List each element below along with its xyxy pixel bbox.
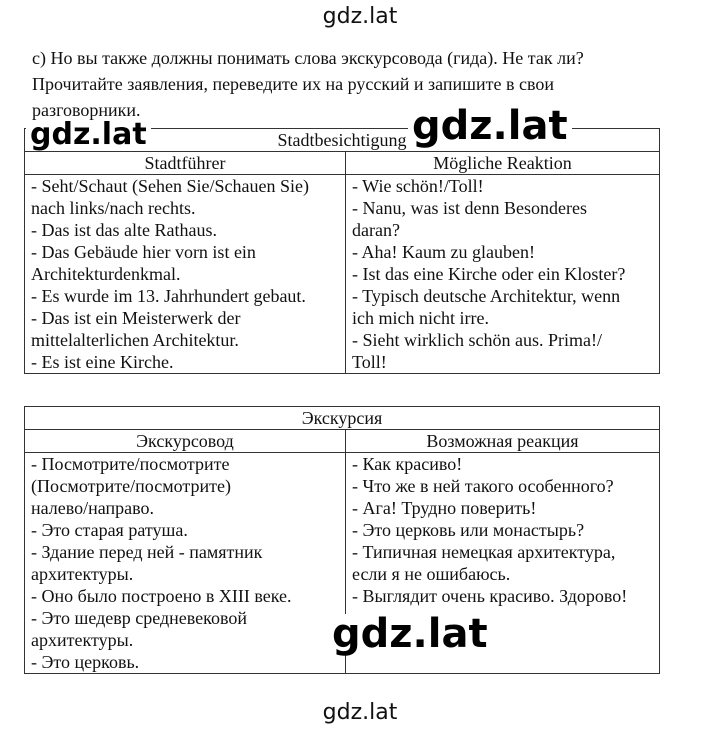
phrase-line: - Wie schön!/Toll! [352, 176, 484, 196]
phrase-line: mittelalterlichen Architektur. [31, 330, 239, 350]
phrase-line: - Nanu, was ist denn Besonderes [352, 198, 587, 218]
phrase-line: архитектуры. [31, 630, 134, 650]
column-header-guide: Stadtführer [25, 152, 346, 175]
phrase-line: - Это церковь. [31, 652, 140, 672]
column-header-guide: Экскурсовод [25, 430, 346, 453]
table-caption: Stadtbesichtigung [25, 129, 660, 152]
phrase-line: Toll! [352, 352, 387, 372]
phrase-line: - Typisch deutsche Architektur, wenn [352, 286, 621, 306]
phrase-line: архитектуры. [31, 564, 134, 584]
watermark-overlay: gdz.lat [408, 106, 572, 146]
phrase-line: daran? [352, 220, 400, 240]
phrase-line: nach links/nach rechts. [31, 198, 196, 218]
phrase-line: - Это шедевр средневековой [31, 608, 248, 628]
intro-line: разговорники. [32, 100, 141, 120]
phrase-line: - Как красиво! [352, 454, 463, 474]
phrase-line: - Sieht wirklich schön aus. Prima!/ [352, 330, 602, 350]
phrase-line: - Ist das eine Kirche oder ein Kloster? [352, 264, 626, 284]
watermark-top: gdz.lat [322, 4, 398, 29]
phrase-line: - Типичная немецкая архитектура, [352, 542, 616, 562]
column-header-reaction: Mögliche Reaktion [346, 152, 660, 175]
table-caption: Экскурсия [25, 407, 660, 430]
watermark-bottom: gdz.lat [322, 700, 398, 725]
phrase-line: - Das Gebäude hier vorn ist ein [31, 242, 256, 262]
watermark-overlay: gdz.lat [328, 614, 492, 654]
phrase-line: - Seht/Schaut (Sehen Sie/Schauen Sie) [31, 176, 309, 196]
phrase-line: - Das ist ein Meisterwerk der [31, 308, 241, 328]
german-phrases-table [24, 128, 660, 374]
phrase-line: - Выглядит очень красиво. Здорово! [352, 586, 628, 606]
guide-phrases-cell [25, 453, 346, 674]
phrase-line: - Здание перед ней - памятник [31, 542, 263, 562]
exercise-intro [32, 45, 672, 123]
phrase-line: - Посмотрите/посмотрите [31, 454, 230, 474]
phrase-line: Architekturdenkmal. [31, 264, 181, 284]
phrase-line: ich mich nicht irre. [352, 308, 489, 328]
watermark-overlay: gdz.lat [26, 120, 151, 150]
guide-phrases-cell [25, 175, 346, 374]
phrase-line: - Что же в ней такого особенного? [352, 476, 614, 496]
phrase-line: если я не ошибаюсь. [352, 564, 511, 584]
column-header-reaction: Возможная реакция [346, 430, 660, 453]
phrase-line: - Aha! Kaum zu glauben! [352, 242, 535, 262]
reaction-phrases-cell [346, 175, 660, 374]
phrase-line: - Ага! Трудно поверить! [352, 498, 537, 518]
phrase-line: - Es ist eine Kirche. [31, 352, 174, 372]
phrase-line: - Das ist das alte Rathaus. [31, 220, 217, 240]
intro-line: Прочитайте заявления, переведите их на русский и запишите в свои [32, 74, 554, 94]
phrase-line: - Оно было построено в XIII веке. [31, 586, 292, 606]
phrase-line: - Это церковь или монастырь? [352, 520, 585, 540]
phrase-line: - Es wurde im 13. Jahrhundert gebaut. [31, 286, 306, 306]
phrase-line: (Посмотрите/посмотрите) [31, 476, 231, 496]
phrase-line: налево/направо. [31, 498, 155, 518]
intro-line: c) Но вы также должны понимать слова экскурсовода (гида). Не так ли? [32, 48, 584, 68]
phrase-line: - Это старая ратуша. [31, 520, 188, 540]
